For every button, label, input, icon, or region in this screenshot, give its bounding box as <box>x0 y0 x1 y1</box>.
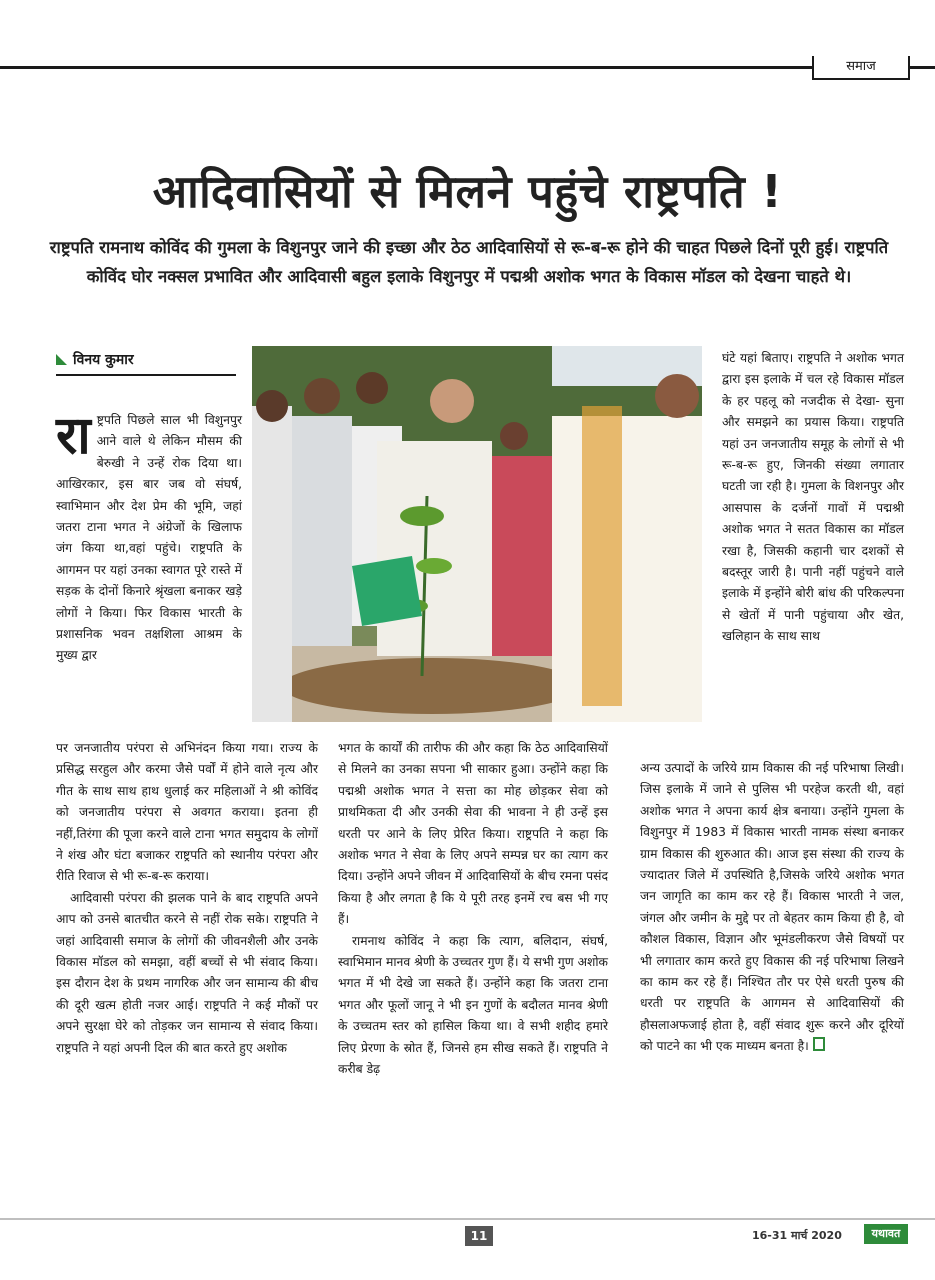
article-photo <box>252 346 702 722</box>
paragraph: अन्य उत्पादों के जरिये ग्राम विकास की नई परिभाषा लिखी। जिस इलाके में जाने से पुलिस भी परहेज करती थी, वहां अशोक भगत ने अपना कार्य क्षेत्र बनाया। उन्होंने गुमला के विशुनपुर में 1983 में विकास भारती नामक संस्था बनाकर ग्राम विकास की शुरुआत की। आज इस संस्था की राज्य के ज्यादातर जिले में उपस्थिति है,जिसके जरिये अशोक भगत जन जागृति का काम कर रहे हैं। विकास भारती ने जल, जंगल और जमीन के मुद्दे पर तो बेहतर काम किया ही है, वो कौशल विकास, विज्ञान और भूमंडलीकरण जैसे विषयों पर भी लगातार काम करते हुए विकास की नई परिभाषा लिखने का काम कर रहे हैं। निश्चित तौर पर ऐसे धरती पुरुष की धरती पर राष्ट्रपति के आगमन से आदिवासियों की हौसलाअफजाई होता है, वहीं संवाद शुरू करने और दूरियों को पाटने का भी एक माध्यम बनता है। <box>640 761 904 1054</box>
magazine-logo: यथावत <box>864 1224 908 1244</box>
paragraph: पर जनजातीय परंपरा से अभिनंदन किया गया। राज्य के प्रसिद्ध सरहुल और करमा जैसे पर्वों में होने वाले नृत्य और गीत के साथ साथ हाथ धुलाई कर महिलाओं ने श्री कोविंद को जनजातीय परंपरा से अवगत कराया। इतना ही नहीं,तिरंगा की पूजा करने वाले टाना भगत समुदाय के लोगों ने शंख और घंटा बजाकर राष्ट्रपति को स्थानीय परंपरा और रीति रिवाज से भी रू-ब-रू कराया। <box>56 741 318 884</box>
byline <box>56 350 236 376</box>
paragraph: घंटे यहां बिताए। राष्ट्रपति ने अशोक भगत द्वारा इस इलाके में चल रहे विकास मॉडल के हर पहलू को नजदीक से देखा- सुना और समझने का प्रयास किया। राष्ट्रपति यहां उन जनजातीय समूह के लोगों से भी रू-ब-रू हुए, जिनकी संख्या लगातार घटती जा रही है। गुमला के विशनपुर और आसपास के दर्जनों गावों में पद्मश्री अशोक भगत ने सतत विकास का मॉडल रखा है, जिसकी कहानी चार दशकों से बदस्तूर जारी है। पानी नहीं पहुंचने वाले इलाके में इन्होंने बोरी बांध की परिकल्पना से खेतों में पानी पहुंचाया और खेत, खलिहान के साथ साथ <box>722 351 904 644</box>
author-name: विनय कुमार <box>73 352 134 368</box>
paragraph: भगत के कार्यों की तारीफ की और कहा कि ठेठ आदिवासियों से मिलने का उनका सपना भी साकार हुआ। उन्होंने कहा कि पद्मश्री अशोक भगत ने सत्ता का मोह छोड़कर सेवा को प्राथमिकता दी और उनकी सेवा की भावना ने ही उन्हें इस धरती पर आने के लिए प्रेरित किया। राष्ट्रपति ने कहा कि अशोक भगत ने सेवा के लिए अपने सम्पन्न घर का त्याग कर दिया। उन्होंने अपने जीवन में आदिवासियों के बीच रमना पसंद किया है और लगता है कि ये पूरी तरह इनमें रच बस भी गए हैं। <box>338 741 608 927</box>
paragraph-text: ष्ट्रपति पिछले साल भी विशुनपुर आने वाले थे लेकिन मौसम की बेरुखी ने उन्हें रोक दिया था। आखिरकार, इस बार जब वो संघर्ष, स्वाभिमान और देश प्रेम की भूमि, जहां जतरा टाना भगत ने अंग्रेजों के खिलाफ जंग किया था,वहां पहुंचे। राष्ट्रपति के आगमन पर यहां उनका स्वागत पूरे रास्ते में सड़क के दोनों किनारे श्रृंखला बनाकर खड़े लोगों ने किया। फिर विकास भारती के प्रशासनिक भवन तक्षशिला आश्रम के मुख्य द्वार <box>56 413 242 663</box>
end-of-article-icon <box>813 1037 825 1051</box>
drop-cap: रा <box>56 406 91 466</box>
article-column-1-bottom <box>56 738 318 1059</box>
footer-rule <box>0 1218 935 1220</box>
article-standfirst: राष्ट्रपति रामनाथ कोविंद की गुमला के विशुनपुर जाने की इच्छा और ठेठ आदिवासियों से रू-ब-रू होने की चाहत पिछले दिनों पूरी हुई। राष्ट्रपति कोविंद घोर नक्सल प्रभावित और आदिवासी बहुल इलाके विशुनपुर में पद्मश्री अशोक भगत के विकास मॉडल को देखना चाहते थे। <box>49 238 889 286</box>
article-column-3-top <box>722 348 904 648</box>
article-column-3-bottom <box>640 758 904 1058</box>
photo-president-planting-tree <box>252 346 702 722</box>
page-number: 11 <box>465 1226 493 1246</box>
issue-date: 16-31 मार्च 2020 <box>752 1229 842 1242</box>
article-column-2 <box>338 738 608 1081</box>
article-headline: आदिवासियों से मिलने पहुंचे राष्ट्रपति ! <box>152 165 783 218</box>
byline-marker-icon <box>56 354 67 365</box>
paragraph: रामनाथ कोविंद ने कहा कि त्याग, बलिदान, संघर्ष, स्वाभिमान मानव श्रेणी के उच्चतर गुण हैं। ये सभी गुण अशोक भगत में भी देखे जा सकते हैं। उन्होंने कहा कि जतरा टाना भगत और फूलों जानू ने भी इन गुणों के बदौलत मानव श्रेणी के उच्चतम स्तर को हासिल किया था। वे सभी शहीद हमारे लिए प्रेरणा के स्रोत हैं, जिनसे हम सीख सकते हैं। राष्ट्रपति ने करीब डेढ़ <box>338 933 608 1077</box>
paragraph: आदिवासी परंपरा की झलक पाने के बाद राष्ट्रपति अपने आप को उनसे बातचीत करने से नहीं रोक सके। राष्ट्रपति ने जहां आदिवासी समाज के लोगों की जीवनशैली और उनके विकास मॉडल को समझा, वहीं बच्चों से भी संवाद किया। इस दौरान देश के प्रथम नागरिक और जन सामान्य की बीच की दूरी खत्म होती नजर आई। राष्ट्रपति ने कई मौकों पर अपने सुरक्षा घेरे को तोड़कर जन सामान्य से संवाद किया। राष्ट्रपति ने यहां अपनी दिल की बात करते हुए अशोक <box>56 890 318 1055</box>
header-rule <box>0 66 935 69</box>
article-column-1-top <box>56 406 242 667</box>
section-label: समाज <box>812 56 910 80</box>
